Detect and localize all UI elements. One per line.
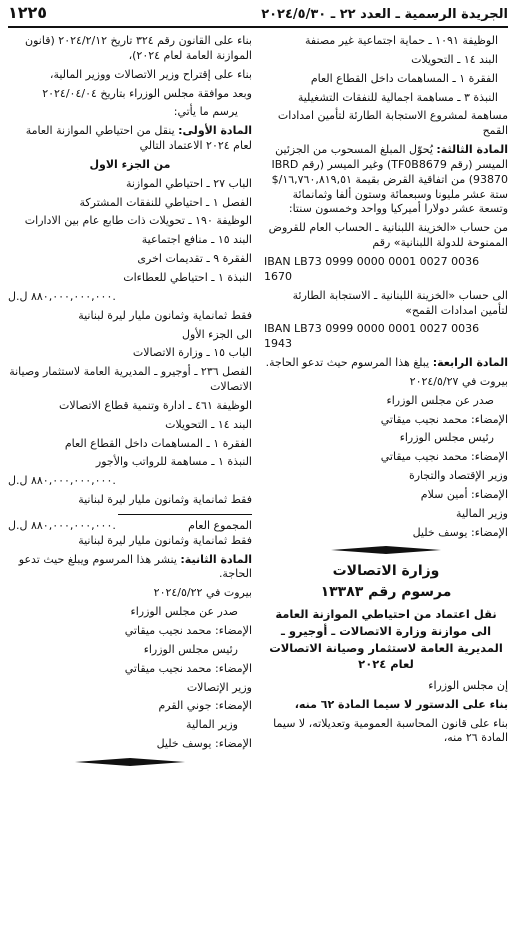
article-1 — [8, 124, 252, 154]
amount: ٨٨٠,٠٠٠,٠٠٠,٠٠٠ ل.ل. — [8, 474, 116, 488]
pm-title: رئيس مجلس الوزراء — [143, 642, 238, 656]
decrees-following: يرسم ما يأتي: — [173, 105, 238, 119]
line: النبذة ٣ ـ مساهمة اجمالية للنفقات التشغيلية — [297, 90, 498, 104]
left-column — [8, 34, 252, 772]
total-label: المجموع العام — [188, 518, 252, 532]
amount-words: فقط ثمانماية وثمانون مليار ليرة لبنانية — [78, 493, 252, 507]
telecom-minister-title: وزير الإتصالات — [186, 680, 252, 694]
part-heading: من الجزء الاول — [89, 157, 171, 171]
line: البند ١٤ ـ التحويلات — [411, 52, 498, 66]
amount-words: فقط ثمانماية وثمانون مليار ليرة لبنانية — [78, 533, 252, 547]
line: مساهمة لمشروع الاستجابة الطارئة لتأمين امدادات القمح — [277, 109, 508, 138]
signature: الإمضاء: محمد نجيب ميقاتي — [124, 661, 252, 675]
line: الفقرة ١ ـ المساهمات داخل القطاع العام — [64, 436, 252, 450]
from-account: من حساب «الخزينة اللبنانية ـ الحساب العام للقروض الممنوحة للدولة اللبنانية» رقم — [268, 221, 508, 250]
columns — [8, 34, 508, 772]
signature: الإمضاء: يوسف خليل — [156, 737, 252, 751]
section-divider — [264, 546, 508, 554]
intro-proposal: بناء على إقتراح وزير الاتصالات ووزير المالية، — [49, 67, 252, 81]
article-1-text: ينقل من احتياطي الموازنة العامة لعام ٢٠٢٤ الاعتماد التالي — [25, 124, 252, 153]
to-iban: IBAN LB73 0999 0000 0001 0027 0036 1943 — [264, 322, 480, 351]
issued-by: صدر عن مجلس الوزراء — [386, 393, 494, 407]
article-2 — [8, 553, 252, 583]
total-line — [8, 519, 252, 534]
section-divider — [8, 758, 252, 766]
amount-words: فقط ثمانماية وثمانون مليار ليرة لبنانية — [78, 308, 252, 322]
article-1-label: المادة الأولى: — [178, 124, 252, 138]
article-4-label: المادة الرابعة: — [432, 356, 508, 370]
based-on-constitution: بناء على الدستور لا سيما المادة ٦٢ منه، — [294, 697, 508, 711]
right-column — [264, 34, 508, 772]
to-account: الى حساب «الخزينة اللبنانية ـ الاستجابة الطارئة لتأمين امدادات القمح» — [292, 288, 508, 317]
divider-rule — [118, 514, 252, 515]
finance-minister-title: وزير المالية — [186, 718, 238, 732]
line: البند ١٥ ـ منافع اجتماعية — [141, 233, 252, 247]
amount: ٨٨٠,٠٠٠,٠٠٠,٠٠٠ ل.ل. — [8, 289, 116, 303]
intro-approval: وبعد موافقة مجلس الوزراء بتاريخ ٢٠٢٤/٠٤/٠٤ — [42, 86, 252, 100]
decree-subject: نقل اعتماد من احتياطي الموازنة العامة الى موازنة وزارة الاتصالات ـ أوجيرو ـ المديرية العامة لاستثمار وصيانة الاتصالات لعام ٢٠٢٤ — [269, 607, 503, 672]
to-part: الى الجزء الأول — [182, 327, 252, 341]
line: الباب ١٥ ـ وزارة الاتصالات — [132, 346, 252, 360]
signature: الإمضاء: جوني القرم — [158, 699, 252, 713]
gazette-title: الجريدة الرسمية ـ العدد ٢٢ ـ ٢٠٢٤/٥/٣٠ — [261, 7, 508, 23]
signature: الإمضاء: محمد نجيب ميقاتي — [124, 624, 252, 637]
beirut-date: بيروت في ٢٠٢٤/٥/٢٢ — [153, 586, 252, 600]
ministry-title: وزارة الاتصالات — [332, 563, 440, 580]
line: الباب ٢٧ ـ احتياطي الموازنة — [125, 176, 252, 190]
article-3-label: المادة الثالثة: — [436, 143, 508, 157]
line: الفصل ١ ـ احتياطي للنفقات المشتركة — [79, 195, 252, 209]
page-number: ١٢٢٥ — [8, 3, 48, 23]
pm-title: رئيس مجلس الوزراء — [399, 431, 494, 445]
econ-minister-title: وزير الإقتصاد والتجارة — [408, 469, 508, 483]
line: الفقرة ١ ـ المساهمات داخل القطاع العام — [310, 71, 498, 85]
signature: الإمضاء: يوسف خليل — [412, 525, 508, 539]
from-iban: IBAN LB73 0999 0000 0001 0027 0036 1670 — [264, 254, 480, 283]
article-2-text: ينشر هذا المرسوم ويبلغ حيث تدعو الحاجة. — [18, 552, 252, 581]
line: الوظيفة ١٩٠ ـ تحويلات ذات طابع عام بين الادارات — [24, 214, 252, 228]
line: البند ١٤ ـ التحويلات — [165, 417, 252, 431]
article-4 — [264, 356, 508, 371]
line: الفقرة ٩ ـ تقديمات اخرى — [137, 252, 252, 266]
finance-minister-title: وزير المالية — [456, 506, 508, 520]
line: الوظيفة ٤٦١ ـ ادارة وتنمية قطاع الاتصالات — [58, 398, 252, 412]
signature: الإمضاء: أمين سلام — [420, 487, 508, 501]
article-3 — [264, 143, 508, 217]
council: إن مجلس الوزراء — [428, 678, 508, 692]
signature: الإمضاء: محمد نجيب ميقاتي — [380, 412, 508, 426]
line: الفصل ٢٣٦ ـ أوجيرو ـ المديرية العامة لاستثمار وصيانة الاتصالات — [9, 365, 252, 394]
article-3-text: يُحوّل المبلغ المسحوب من الجزئين الميسر (رقم TF0B8679) وغير الميسر (رقم IBRD 93870) من اتفاقية القرض بقيمة ١٦,٧٦٠,٨١٩,٥١/$ ستة عشر مليونا وسبعمائة وستون ألفا وثمانمائة وتسعة عشر دولارا أميركيا وواحد وخمسون سنتا: — [271, 143, 508, 216]
intro-law: بناء على القانون رقم ٣٢٤ تاريخ ٢٠٢٤/٢/١٢ (قانون الموازنة العامة لعام ٢٠٢٤)، — [25, 34, 252, 62]
page-header — [8, 3, 508, 28]
based-on-accounting-law: بناء على قانون المحاسبة العمومية وتعديلاته، لا سيما المادة ٢٦ منه، — [273, 716, 508, 745]
decree-number: مرسوم رقم ١٣٣٨٣ — [320, 584, 452, 601]
issued-by: صدر عن مجلس الوزراء — [130, 605, 238, 619]
line: النبذة ١ ـ مساهمة للرواتب والأجور — [95, 455, 252, 469]
signature: الإمضاء: محمد نجيب ميقاتي — [380, 450, 508, 464]
article-2-label: المادة الثانية: — [180, 552, 252, 566]
line: الوظيفة ١٠٩١ ـ حماية اجتماعية غير مصنفة — [305, 34, 498, 47]
article-4-text: يبلغ هذا المرسوم حيث تدعو الحاجة. — [265, 356, 430, 370]
beirut-date: بيروت في ٢٠٢٤/٥/٢٧ — [409, 374, 508, 388]
total-amount: ٨٨٠,٠٠٠,٠٠٠,٠٠٠ ل.ل. — [8, 518, 116, 532]
line: النبذة ١ ـ احتياطي للعطاءات — [123, 270, 252, 284]
